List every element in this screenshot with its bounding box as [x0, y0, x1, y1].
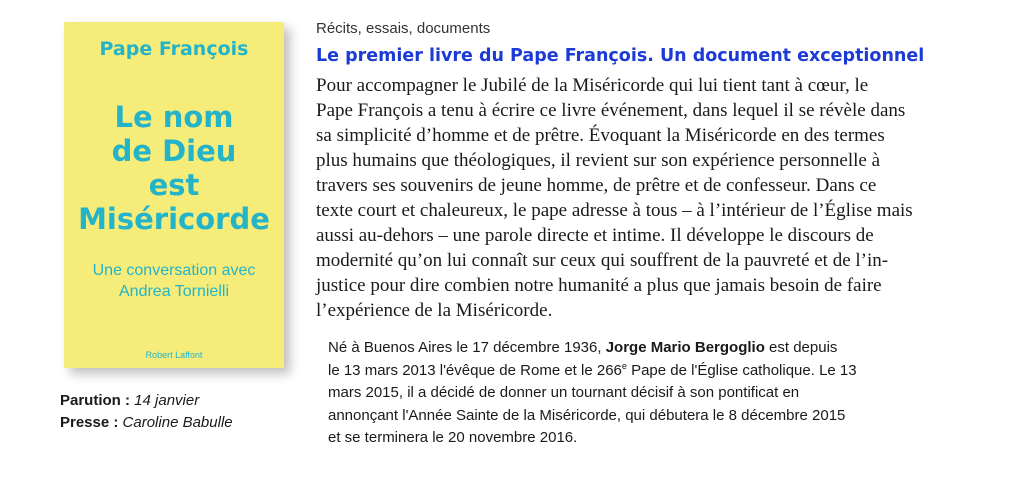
cover-title [64, 100, 284, 236]
bio-text: Né à Buenos Aires le 17 décembre 1936, [328, 339, 606, 356]
author-name: Jorge Mario Bergoglio [605, 339, 765, 356]
body-line: Pape François a tenu à écrire ce livre événement, dans lequel il se révèle dans [316, 100, 906, 121]
parution-row [60, 390, 233, 412]
body-line: texte court et chaleureux, le pape adresse à tous – à l’intérieur de l’Église mais [316, 200, 913, 221]
body-line: travers ses souvenirs de jeune homme, de prêtre et de confesseur. Dans ce [316, 175, 877, 196]
cover-title-line: Miséricorde [78, 202, 270, 236]
body-line: plus humains que théologiques, il revient sur son expérience personnelle à [316, 150, 881, 171]
ordinal-suffix: e [621, 360, 627, 371]
cover-subtitle-line: Une conversation avec [92, 262, 256, 279]
bio-line: et se terminera le 20 novembre 2016. [328, 429, 578, 446]
bio-line: mars 2015, il a décidé de donner un tournant décisif à son pontificat en [328, 384, 800, 401]
presse-label: Presse : [60, 414, 119, 431]
cover-author: Pape François [99, 38, 249, 60]
bio-line: annonçant l'Année Sainte de la Miséricorde, qui débutera le 8 décembre 2015 [328, 406, 846, 424]
cover-subtitle [64, 260, 284, 302]
cover-title-line: de Dieu [111, 134, 237, 168]
author-bio [328, 337, 857, 450]
body-line: Pour accompagner le Jubilé de la Miséricorde qui lui tient tant à cœur, le [316, 75, 869, 96]
cover-title-line: est [148, 168, 200, 202]
headline: Le premier livre du Pape François. Un document exceptionnel [316, 46, 925, 66]
publication-meta [60, 390, 233, 434]
presse-row [60, 412, 233, 434]
cover-publisher: Robert Laffont [145, 350, 203, 360]
cover-title-line: Le nom [114, 100, 234, 134]
body-line: justice pour dire combien notre humanité a plus que jamais besoin de faire [316, 275, 882, 296]
book-cover [64, 22, 284, 368]
bio-text: le 13 mars 2013 l'évêque de Rome et le 266 [328, 361, 622, 379]
parution-value: 14 janvier [134, 392, 200, 409]
bio-text: est depuis [764, 339, 838, 356]
bio-text: Pape de l'Église catholique. Le 13 [626, 361, 857, 379]
category-label: Récits, essais, documents [316, 20, 491, 37]
body-line: aussi au-dehors – une parole directe et intime. Il développe le discours de [316, 225, 874, 246]
body-text [316, 73, 956, 323]
body-line: sa simplicité d’homme et de prêtre. Évoquant la Miséricorde en des termes [316, 125, 885, 146]
bio-line [328, 337, 857, 360]
presse-value: Caroline Babulle [122, 414, 233, 431]
cover-subtitle-line: Andrea Tornielli [119, 283, 229, 300]
parution-label: Parution : [60, 392, 130, 409]
body-line: l’expérience de la Miséricorde. [316, 300, 553, 321]
bio-line [328, 360, 857, 383]
body-line: modernité qu’on lui connaît sur ceux qui souffrent de la pauvreté et de l’in- [316, 250, 889, 271]
